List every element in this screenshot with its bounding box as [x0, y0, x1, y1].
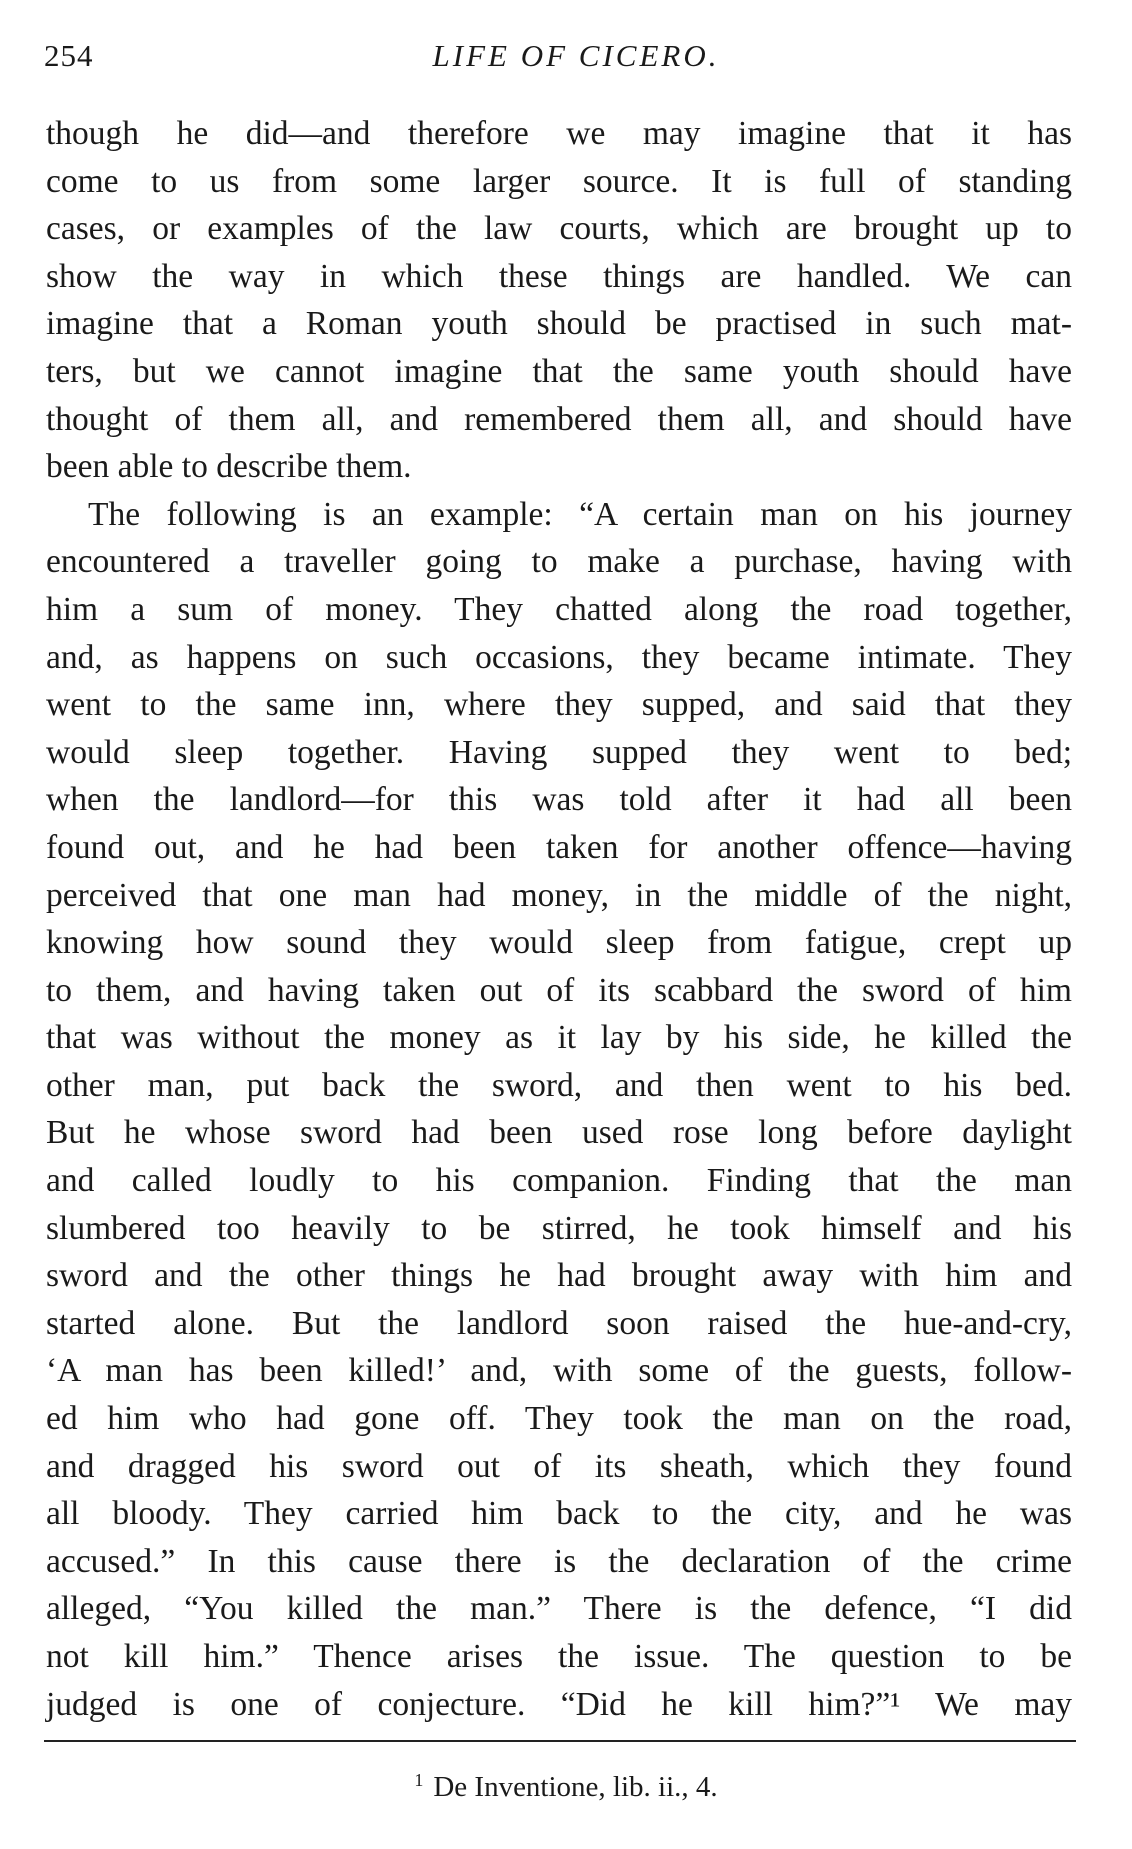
text-line: imagine that a Roman youth should be practised in such mat- — [46, 305, 1072, 343]
text-line: all bloody. They carried him back to the city, and he was — [46, 1495, 1072, 1533]
text-line: The following is an example: “A certain man on his journey — [88, 495, 1072, 533]
text-line: would sleep together. Having supped they went to bed; — [46, 733, 1072, 771]
page-number: 254 — [44, 38, 94, 73]
text-line: not kill him.” Thence arises the issue. The question to be — [46, 1638, 1072, 1675]
text-line: judged is one of conjecture. “Did he kill him?”¹ We may — [46, 1685, 1072, 1723]
text-line: slumbered too heavily to be stirred, he took himself and his — [46, 1209, 1072, 1247]
text-line: and, as happens on such occasions, they became intimate. They — [46, 638, 1072, 676]
text-line: and dragged his sword out of its sheath, which they found — [46, 1447, 1072, 1485]
footnote — [0, 1762, 1132, 1805]
text-line: But he whose sword had been used rose long before daylight — [46, 1114, 1072, 1152]
text-line: alleged, “You killed the man.” There is the defence, “I did — [46, 1590, 1072, 1628]
text-line: him a sum of money. They chatted along the road together, — [46, 590, 1072, 628]
text-line: and called loudly to his companion. Finding that the man — [46, 1162, 1072, 1200]
body-text — [46, 110, 1072, 1728]
text-line: accused.” In this cause there is the declaration of the crime — [46, 1542, 1072, 1580]
paragraph-2 — [46, 491, 1072, 1728]
text-line: when the landlord—for this was told after it had all been — [46, 781, 1072, 819]
text-line: show the way in which these things are handled. We can — [46, 257, 1072, 295]
text-line: ed him who had gone off. They took the man on the road, — [46, 1400, 1072, 1438]
text-line: been able to describe them. — [46, 448, 412, 486]
text-line: that was without the money as it lay by his side, he killed the — [46, 1019, 1072, 1057]
paragraph-1 — [46, 110, 1072, 491]
text-line: cases, or examples of the law courts, which are brought up to — [46, 210, 1072, 248]
running-title: LIFE OF CICERO. — [432, 38, 720, 73]
text-line: to them, and having taken out of its scabbard the sword of him — [46, 971, 1072, 1009]
text-line: sword and the other things he had brought away with him and — [46, 1257, 1072, 1295]
running-head — [44, 38, 1078, 82]
text-line: encountered a traveller going to make a purchase, having with — [46, 543, 1072, 581]
text-line: went to the same inn, where they supped, and said that they — [46, 686, 1072, 724]
text-line: other man, put back the sword, and then went to his bed. — [46, 1066, 1072, 1104]
text-line: found out, and he had been taken for another offence—having — [46, 828, 1072, 866]
text-line: ‘A man has been killed!’ and, with some of the guests, follow- — [46, 1352, 1072, 1390]
text-line: perceived that one man had money, in the middle of the night, — [46, 876, 1072, 914]
text-line: come to us from some larger source. It is full of standing — [46, 162, 1072, 200]
text-line: though he did—and therefore we may imagine that it has — [46, 115, 1072, 152]
footnote-text: De Inventione, lib. ii., 4. — [433, 1771, 718, 1803]
text-line: ters, but we cannot imagine that the same youth should have — [46, 352, 1072, 390]
footnote-marker: 1 — [414, 1770, 424, 1790]
text-line: knowing how sound they would sleep from fatigue, crept up — [46, 924, 1072, 962]
footnote-divider — [44, 1740, 1076, 1742]
text-line: started alone. But the landlord soon raised the hue-and-cry, — [46, 1304, 1072, 1342]
text-line: thought of them all, and remembered them all, and should have — [46, 400, 1072, 438]
